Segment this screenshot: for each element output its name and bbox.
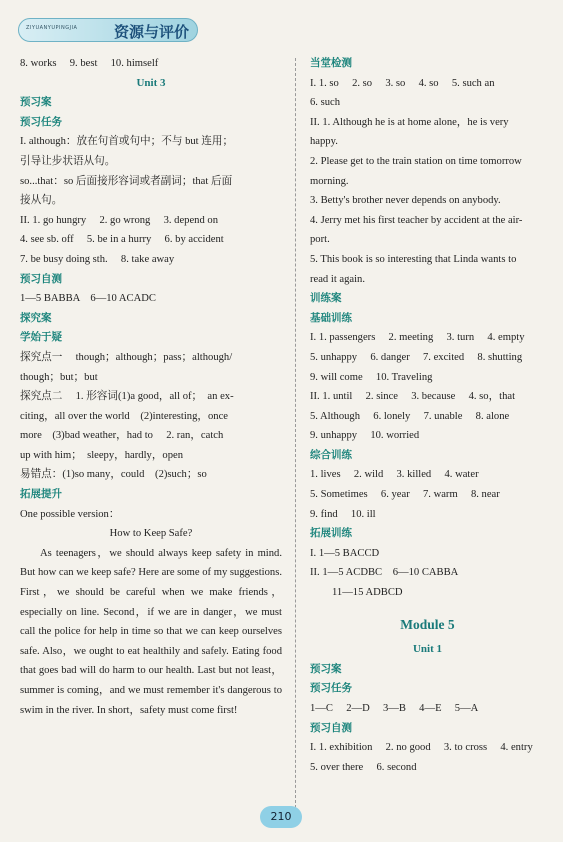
answer-line: 探究点一 though；although；pass；although/	[20, 351, 233, 363]
answer-line: I. although：放在句首或句中；不与 but 连用；	[20, 136, 234, 148]
left-column	[20, 54, 282, 720]
answer-line: 易错点：(1)so many，could (2)such；so	[20, 469, 207, 481]
answer-line: 2. Please get to the train station on time tomorrow	[310, 155, 522, 167]
answer-line: 9. will come 10. Traveling	[310, 371, 433, 383]
section-heading: 预习自测	[310, 721, 352, 734]
answer-line: 5. This book is so interesting that Linda wants to	[310, 253, 517, 265]
answer-line: One possible version：	[20, 508, 120, 520]
section-heading: 预习任务	[310, 682, 352, 695]
answer-line: I. 1. passengers 2. meeting 3. turn 4. empty	[310, 332, 525, 344]
answer-line: 3. Betty's brother never depends on anybody.	[310, 195, 501, 207]
section-heading: 当堂检测	[310, 57, 352, 69]
essay-title: How to Keep Safe?	[109, 528, 193, 540]
essay-body: As teenagers，we should always keep safety in mind. But how can we keep safe? Here are some of my suggestions. First，we should be careful when we make friends，especially on line. Second，if we are in danger，we must call the police for help in time so that we can keep ourselves safe. Also，we ought to eat healthily and safely. Eating food that goes bad will do harm to our health. Last but not least，summer is coming，and we must remember it's dangerous to swim in the river. In short，safety must come first!	[20, 547, 282, 716]
answer-line: up with him； sleepy，hardly，open	[20, 449, 183, 461]
section-heading: 探究案	[20, 311, 52, 324]
section-heading: 拓展训练	[310, 527, 352, 540]
section-heading: 预习自测	[20, 272, 62, 285]
section-heading: 预习案	[20, 96, 52, 109]
section-heading: 训练案	[310, 292, 342, 305]
header-small-text: ZIYUANYUPINGJIA	[26, 25, 78, 31]
answer-line: 探究点二 1. 形容词(1)a good，all of； an ex-	[20, 391, 234, 403]
unit-title: Unit 1	[412, 643, 443, 656]
answer-line: port.	[310, 234, 330, 246]
unit-title: Unit 3	[136, 76, 166, 89]
answer-line: 5. over there 6. second	[310, 761, 417, 773]
answer-line: 6. such	[310, 97, 341, 109]
answer-line: II. 1. until 2. since 3. because 4. so，that	[310, 391, 516, 403]
section-heading: 基础训练	[310, 311, 352, 324]
header-title: 资源与评价	[114, 23, 190, 41]
answer-line: 1. lives 2. wild 3. killed 4. water	[310, 469, 479, 481]
answer-line: happy.	[310, 136, 338, 148]
answer-line: 5. unhappy 6. danger 7. excited 8. shutting	[310, 351, 523, 363]
answer-line: II. 1. Although he is at home alone，he is very	[310, 116, 509, 128]
answer-line: 9. unhappy 10. worried	[310, 430, 420, 442]
answer-line: I. 1—5 BACCD	[310, 547, 380, 559]
section-heading: 综合训练	[310, 448, 352, 461]
module-title: Module 5	[400, 616, 455, 632]
answer-line: 9. find 10. ill	[310, 508, 376, 520]
right-column	[310, 54, 545, 777]
answer-line: more (3)bad weather，had to 2. ran，catch	[20, 430, 224, 442]
answer-line: 8. works 9. best 10. himself	[20, 58, 159, 69]
section-heading: 预习任务	[20, 115, 62, 128]
answer-line: 5. Although 6. lonely 7. unable 8. alone	[310, 410, 510, 422]
answer-line: 4. see sb. off 5. be in a hurry 6. by accident	[20, 234, 224, 246]
answer-line: 5. Sometimes 6. year 7. warm 8. near	[310, 489, 500, 501]
column-divider	[295, 58, 296, 813]
section-heading: 拓展提升	[20, 488, 62, 501]
page-number: 210	[260, 806, 302, 828]
answer-line: 11—15 ADBCD	[332, 587, 403, 599]
section-heading: 预习案	[310, 662, 342, 675]
answer-line: I. 1. so 2. so 3. so 4. so 5. such an	[310, 77, 495, 89]
answer-line: 引导让步状语从句。	[20, 155, 116, 167]
answer-line: I. 1. exhibition 2. no good 3. to cross 4. entry	[310, 742, 533, 754]
answer-line: 4. Jerry met his first teacher by accident at the air-	[310, 214, 523, 226]
answer-line: morning.	[310, 175, 349, 187]
answer-line: 7. be busy doing sth. 8. take away	[20, 253, 175, 265]
answer-line: read it again.	[310, 273, 366, 285]
answer-line: 接从句。	[20, 195, 63, 207]
answer-line: citing，all over the world (2)interesting，once	[20, 410, 228, 422]
answer-line: 1—C 2—D 3—B 4—E 5—A	[310, 703, 479, 714]
answer-line: so...that：so 后面接形容词或者副词；that 后面	[20, 175, 233, 187]
answer-line: II. 1—5 ACDBC 6—10 CABBA	[310, 567, 459, 579]
section-heading: 学始于疑	[20, 331, 62, 344]
answer-line: II. 1. go hungry 2. go wrong 3. depend on	[20, 214, 219, 226]
page-header	[18, 14, 198, 42]
answer-line: 1—5 BABBA 6—10 ACADC	[20, 293, 156, 305]
answer-line: though；but；but	[20, 371, 98, 383]
